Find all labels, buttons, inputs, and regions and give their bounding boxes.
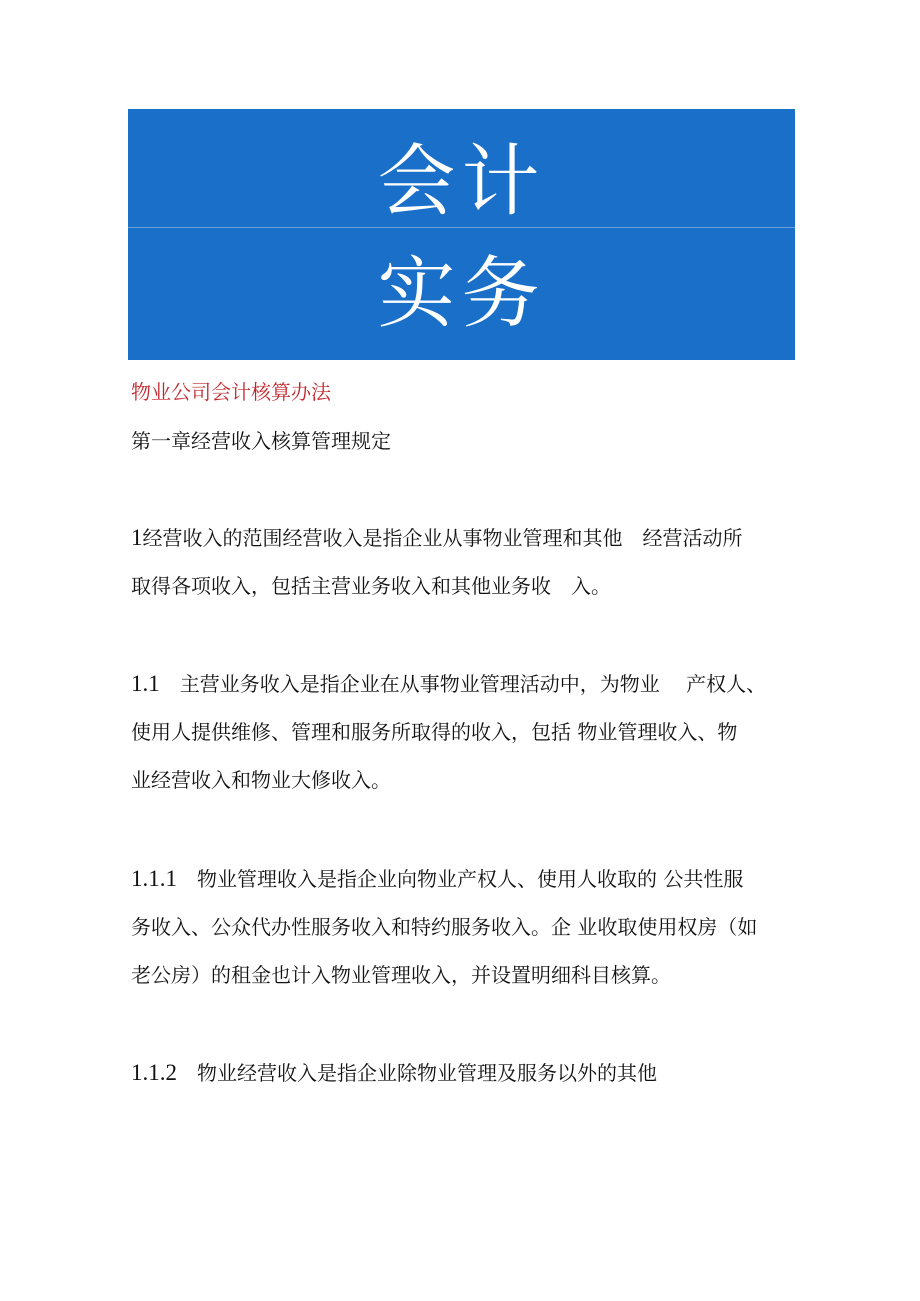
paragraph-1-1 <box>131 660 811 804</box>
banner-title-line-2: 实务 <box>377 249 546 339</box>
title-banner <box>128 109 795 360</box>
section-number: 1.1 <box>131 671 160 696</box>
paragraph-line <box>131 1049 811 1097</box>
paragraph-line: 取得各项收入，包括主营业务收入和其他业务收 入。 <box>131 574 611 598</box>
section-number: 1.1.1 <box>131 866 177 891</box>
paragraph-text: 物业经营收入是指企业除物业管理及服务以外的其他 <box>177 1061 657 1085</box>
paragraph-line <box>131 660 811 708</box>
paragraph-text: 物业管理收入是指企业向物业产权人、使用人收取的 公共性服 <box>177 867 744 891</box>
document-title: 物业公司会计核算办法 <box>131 380 331 404</box>
paragraph-line: 业经营收入和物业大修收入。 <box>131 768 391 792</box>
paragraph-line: 老公房）的租金也计入物业管理收入，并设置明细科目核算。 <box>131 963 671 987</box>
banner-divider <box>128 227 795 228</box>
paragraph-1-1-2 <box>131 1049 811 1097</box>
section-number: 1.1.2 <box>131 1060 177 1085</box>
paragraph-1-1-1 <box>131 855 811 999</box>
banner-title-line-1: 会计 <box>377 137 546 227</box>
chapter-heading: 第一章经营收入核算管理规定 <box>131 429 391 453</box>
paragraph-line <box>131 855 811 903</box>
paragraph-line <box>131 514 811 562</box>
paragraph-line: 务收入、公众代办性服务收入和特约服务收入。企 业收取使用权房（如 <box>131 915 758 939</box>
paragraph-line: 使用人提供维修、管理和服务所取得的收入，包括 物业管理收入、物 <box>131 720 738 744</box>
paragraph-text: 主营业务收入是指企业在从事物业管理活动中，为物业 产权人、 <box>159 672 767 696</box>
paragraph-1 <box>131 514 811 610</box>
section-number: 1 <box>131 525 143 550</box>
paragraph-text: 经营收入的范围经营收入是指企业从事物业管理和其他 经营活动所 <box>142 526 743 550</box>
